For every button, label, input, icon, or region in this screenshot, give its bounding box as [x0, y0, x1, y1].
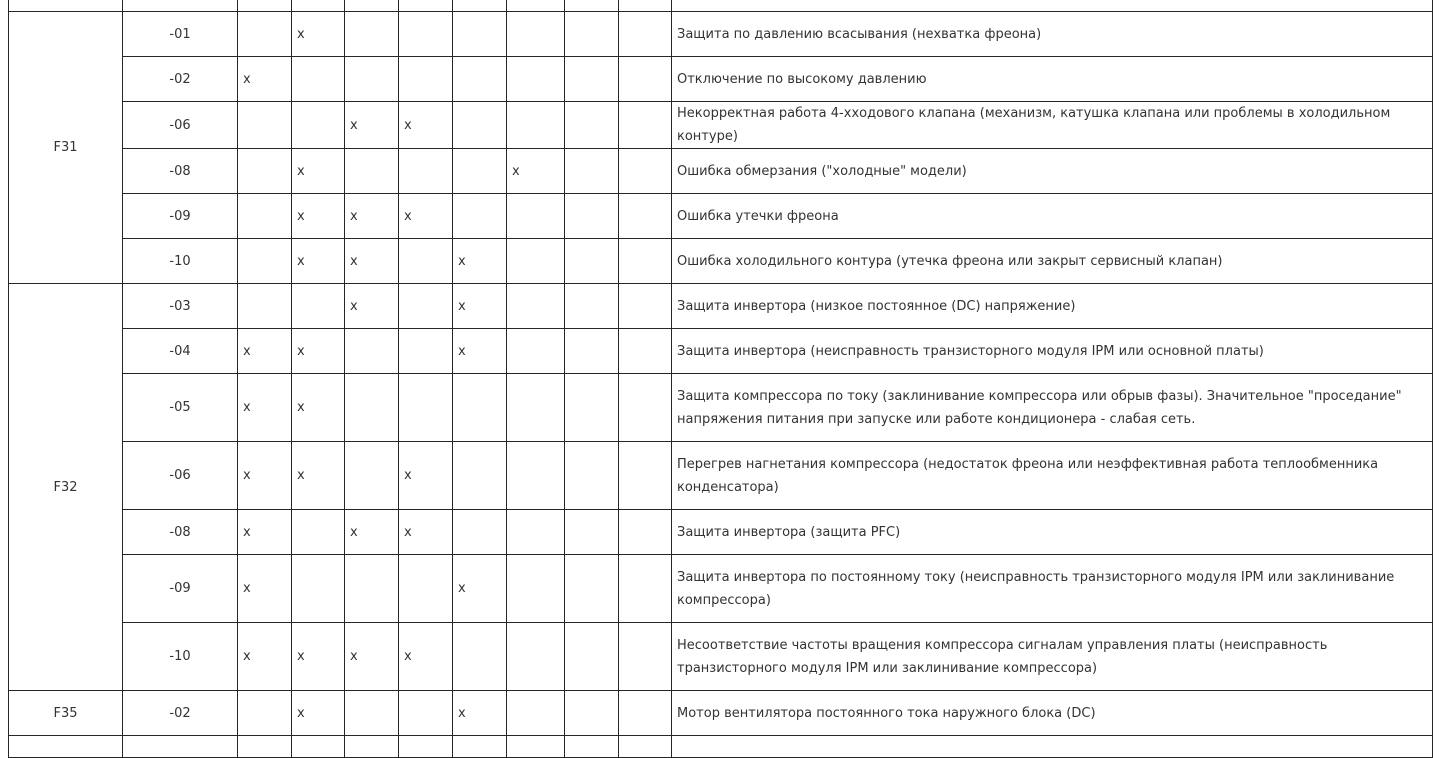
sub-code: -10: [123, 239, 238, 284]
check-mark-cell: x: [399, 102, 453, 149]
empty-cell: [238, 0, 292, 12]
sub-code: -09: [123, 555, 238, 623]
error-description: Ошибка холодильного контура (утечка фреона или закрыт сервисный клапан): [672, 239, 1433, 284]
empty-mark-cell: [507, 623, 565, 691]
empty-mark-cell: [619, 555, 672, 623]
empty-mark-cell: [619, 12, 672, 57]
error-description: Защита по давлению всасывания (нехватка фреона): [672, 12, 1433, 57]
empty-mark-cell: [399, 374, 453, 442]
empty-mark-cell: [619, 442, 672, 510]
table-row: [9, 623, 1433, 691]
table-row: [9, 329, 1433, 374]
check-mark-cell: x: [507, 149, 565, 194]
check-mark-cell: x: [292, 442, 345, 510]
check-mark-cell: x: [238, 329, 292, 374]
empty-mark-cell: [345, 442, 399, 510]
empty-mark-cell: [507, 194, 565, 239]
empty-mark-cell: [565, 149, 619, 194]
check-mark-cell: x: [345, 102, 399, 149]
empty-mark-cell: [565, 12, 619, 57]
check-mark-cell: x: [292, 149, 345, 194]
check-mark-cell: x: [345, 239, 399, 284]
empty-cell: [292, 736, 345, 758]
empty-mark-cell: [238, 239, 292, 284]
check-mark-cell: x: [453, 239, 507, 284]
sub-code: -02: [123, 691, 238, 736]
empty-mark-cell: [399, 691, 453, 736]
empty-mark-cell: [238, 12, 292, 57]
empty-cell: [123, 736, 238, 758]
error-description: Ошибка обмерзания ("холодные" модели): [672, 149, 1433, 194]
empty-mark-cell: [345, 691, 399, 736]
check-mark-cell: x: [292, 623, 345, 691]
empty-mark-cell: [238, 102, 292, 149]
empty-mark-cell: [619, 194, 672, 239]
error-description: Защита инвертора (неисправность транзисторного модуля IPM или основной платы): [672, 329, 1433, 374]
empty-mark-cell: [453, 374, 507, 442]
empty-mark-cell: [345, 57, 399, 102]
empty-cell: [619, 0, 672, 12]
table-row: [9, 510, 1433, 555]
empty-mark-cell: [619, 239, 672, 284]
check-mark-cell: x: [292, 194, 345, 239]
empty-mark-cell: [292, 555, 345, 623]
empty-mark-cell: [619, 102, 672, 149]
empty-mark-cell: [453, 12, 507, 57]
check-mark-cell: x: [292, 329, 345, 374]
empty-mark-cell: [238, 691, 292, 736]
empty-mark-cell: [453, 623, 507, 691]
empty-mark-cell: [565, 374, 619, 442]
table-wrapper: [8, 0, 1433, 758]
empty-mark-cell: [565, 623, 619, 691]
check-mark-cell: x: [453, 555, 507, 623]
error-description: Перегрев нагнетания компрессора (недостаток фреона или неэффективная работа теплообменника конденсатора): [672, 442, 1433, 510]
check-mark-cell: x: [453, 329, 507, 374]
empty-cell: [399, 736, 453, 758]
error-description: Защита инвертора по постоянному току (неисправность транзисторного модуля IPM или заклинивание компрессора): [672, 555, 1433, 623]
error-description: Некорректная работа 4-хходового клапана (механизм, катушка клапана или проблемы в холодильном контуре): [672, 102, 1433, 149]
table-body: [9, 0, 1433, 758]
sub-code: -04: [123, 329, 238, 374]
sub-code: -06: [123, 102, 238, 149]
error-description: Защита компрессора по току (заклинивание компрессора или обрыв фазы). Значительное "проседание" напряжения питания при запуске или работе кондиционера - слабая сеть.: [672, 374, 1433, 442]
empty-mark-cell: [507, 691, 565, 736]
check-mark-cell: x: [292, 374, 345, 442]
empty-mark-cell: [507, 57, 565, 102]
empty-mark-cell: [399, 149, 453, 194]
empty-cell: [345, 0, 399, 12]
empty-mark-cell: [399, 57, 453, 102]
empty-mark-cell: [507, 12, 565, 57]
empty-mark-cell: [619, 510, 672, 555]
empty-mark-cell: [453, 57, 507, 102]
empty-mark-cell: [292, 102, 345, 149]
table-row-partial-top: [9, 0, 1433, 12]
empty-mark-cell: [565, 442, 619, 510]
empty-cell: [565, 736, 619, 758]
empty-mark-cell: [619, 691, 672, 736]
empty-cell: [619, 736, 672, 758]
table-row: [9, 442, 1433, 510]
empty-mark-cell: [619, 284, 672, 329]
sub-code: -08: [123, 149, 238, 194]
empty-mark-cell: [453, 149, 507, 194]
sub-code: -01: [123, 12, 238, 57]
empty-mark-cell: [399, 329, 453, 374]
table-row: [9, 57, 1433, 102]
check-mark-cell: x: [292, 239, 345, 284]
empty-cell: [672, 736, 1433, 758]
empty-mark-cell: [453, 102, 507, 149]
empty-mark-cell: [399, 239, 453, 284]
table-row: [9, 374, 1433, 442]
table-row: [9, 555, 1433, 623]
empty-mark-cell: [565, 329, 619, 374]
empty-mark-cell: [619, 374, 672, 442]
error-group-code: F32: [9, 284, 123, 691]
sub-code: -06: [123, 442, 238, 510]
empty-mark-cell: [399, 555, 453, 623]
error-group-code: F31: [9, 12, 123, 284]
empty-cell: [238, 736, 292, 758]
sub-code: -03: [123, 284, 238, 329]
check-mark-cell: x: [453, 284, 507, 329]
empty-mark-cell: [565, 284, 619, 329]
empty-mark-cell: [399, 12, 453, 57]
empty-mark-cell: [345, 149, 399, 194]
check-mark-cell: x: [238, 555, 292, 623]
table-row: [9, 149, 1433, 194]
sub-code: -02: [123, 57, 238, 102]
check-mark-cell: x: [345, 623, 399, 691]
check-mark-cell: x: [399, 510, 453, 555]
error-description: Ошибка утечки фреона: [672, 194, 1433, 239]
error-description: Защита инвертора (низкое постоянное (DC) напряжение): [672, 284, 1433, 329]
check-mark-cell: x: [238, 510, 292, 555]
empty-mark-cell: [345, 12, 399, 57]
error-codes-table: [8, 0, 1433, 758]
table-row: [9, 691, 1433, 736]
empty-mark-cell: [507, 510, 565, 555]
empty-mark-cell: [619, 623, 672, 691]
empty-cell: [9, 736, 123, 758]
empty-mark-cell: [507, 442, 565, 510]
table-row-partial-bottom: [9, 736, 1433, 758]
empty-cell: [453, 736, 507, 758]
empty-mark-cell: [565, 102, 619, 149]
sub-code: -08: [123, 510, 238, 555]
empty-mark-cell: [292, 284, 345, 329]
empty-mark-cell: [453, 194, 507, 239]
empty-mark-cell: [565, 510, 619, 555]
error-group-code: F35: [9, 691, 123, 736]
empty-mark-cell: [292, 57, 345, 102]
table-row: [9, 239, 1433, 284]
empty-mark-cell: [619, 149, 672, 194]
sub-code: -09: [123, 194, 238, 239]
empty-mark-cell: [345, 555, 399, 623]
check-mark-cell: x: [453, 691, 507, 736]
empty-mark-cell: [399, 284, 453, 329]
empty-cell: [507, 736, 565, 758]
check-mark-cell: x: [345, 284, 399, 329]
empty-mark-cell: [565, 57, 619, 102]
error-description: Защита инвертора (защита PFC): [672, 510, 1433, 555]
empty-mark-cell: [238, 194, 292, 239]
check-mark-cell: x: [238, 623, 292, 691]
check-mark-cell: x: [399, 442, 453, 510]
empty-cell: [292, 0, 345, 12]
empty-mark-cell: [507, 284, 565, 329]
empty-cell: [399, 0, 453, 12]
empty-mark-cell: [345, 374, 399, 442]
empty-mark-cell: [565, 194, 619, 239]
check-mark-cell: x: [292, 12, 345, 57]
check-mark-cell: x: [238, 442, 292, 510]
empty-mark-cell: [565, 555, 619, 623]
error-description: Отключение по высокому давлению: [672, 57, 1433, 102]
empty-cell: [672, 0, 1433, 12]
empty-mark-cell: [565, 691, 619, 736]
error-description: Мотор вентилятора постоянного тока наружного блока (DC): [672, 691, 1433, 736]
empty-cell: [565, 0, 619, 12]
error-description: Несоответствие частоты вращения компрессора сигналам управления платы (неисправность транзисторного модуля IPM или заклинивание компрессора): [672, 623, 1433, 691]
check-mark-cell: x: [399, 623, 453, 691]
empty-mark-cell: [619, 329, 672, 374]
check-mark-cell: x: [292, 691, 345, 736]
empty-mark-cell: [292, 510, 345, 555]
empty-cell: [123, 0, 238, 12]
sub-code: -10: [123, 623, 238, 691]
check-mark-cell: x: [399, 194, 453, 239]
check-mark-cell: x: [238, 374, 292, 442]
sub-code: -05: [123, 374, 238, 442]
empty-mark-cell: [453, 510, 507, 555]
empty-mark-cell: [507, 102, 565, 149]
empty-mark-cell: [507, 329, 565, 374]
table-row: [9, 194, 1433, 239]
empty-cell: [9, 0, 123, 12]
table-row: [9, 12, 1433, 57]
empty-mark-cell: [619, 57, 672, 102]
table-row: [9, 284, 1433, 329]
empty-cell: [507, 0, 565, 12]
empty-cell: [453, 0, 507, 12]
empty-mark-cell: [507, 374, 565, 442]
empty-mark-cell: [238, 284, 292, 329]
empty-mark-cell: [507, 239, 565, 284]
empty-mark-cell: [345, 329, 399, 374]
empty-mark-cell: [507, 555, 565, 623]
empty-mark-cell: [453, 442, 507, 510]
table-row: [9, 102, 1433, 149]
empty-cell: [345, 736, 399, 758]
empty-mark-cell: [565, 239, 619, 284]
check-mark-cell: x: [345, 510, 399, 555]
check-mark-cell: x: [345, 194, 399, 239]
check-mark-cell: x: [238, 57, 292, 102]
empty-mark-cell: [238, 149, 292, 194]
